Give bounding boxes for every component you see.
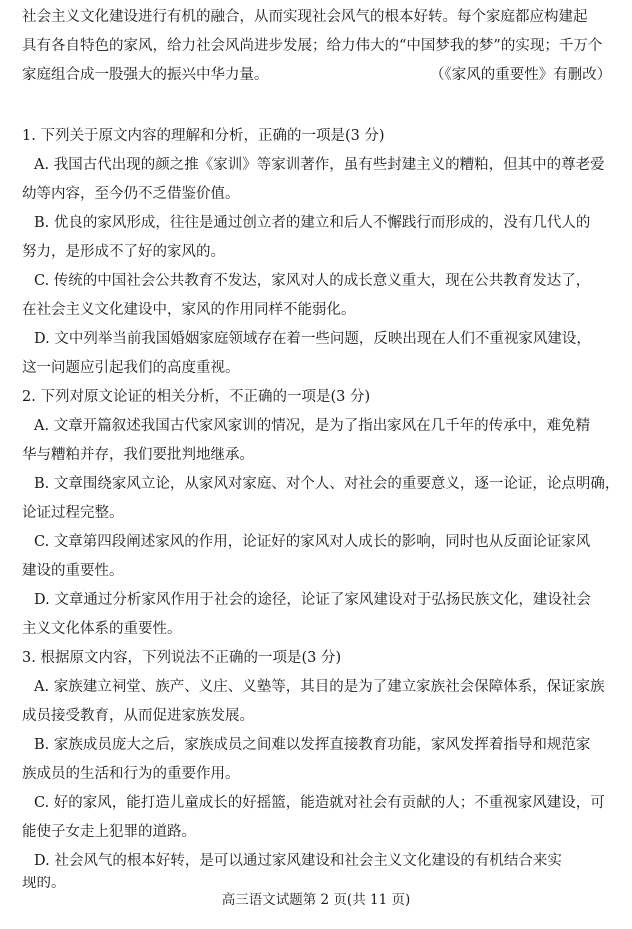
- emphasis-char: 不: [228, 389, 244, 405]
- question-2-stem: [0, 383, 632, 411]
- passage-line-1: [0, 3, 632, 31]
- q2-option-b: B. 文章围绕家风立论，从家风对家庭、对个人、对社会的重要意义，逐一论证，论点明确，: [34, 476, 620, 492]
- q3-option-c-cont: 能使子女走上犯罪的道路。: [22, 824, 196, 840]
- emphasis-char: 确: [257, 389, 273, 405]
- passage-source: （《家风的重要性》有删改）: [430, 67, 612, 83]
- q3-option-d: D. 社会风气的根本好转，是可以通过家风建设和社会主义文化建设的有机结合来实: [34, 853, 562, 869]
- q2-option-d-cont: 主义文化体系的重要性。: [22, 621, 182, 637]
- passage-text: 具有各自特色的家风，给力社会风尚进步发展；给力伟大的“中国梦我的梦”的实现；千万个: [22, 38, 603, 54]
- q3-option-b-cont: 族成员的生活和行为的重要作用。: [22, 766, 240, 782]
- q1-option-d-cont: 这一问题应引起我们的高度重视。: [22, 360, 240, 376]
- q1-option-c: C. 传统的中国社会公共教育不发达，家风对人的成长意义重大，现在公共教育发达了，: [34, 273, 591, 289]
- q1-option-a: A. 我国古代出现的颜之推《家训》等家训著作，虽有些封建主义的糟粕，但其中的尊老爱: [34, 157, 605, 173]
- q2-option-a-cont: 华与糟粕并存，我们要批判地继承。: [22, 447, 254, 463]
- passage-line-2: [0, 32, 632, 60]
- stem-text: 2. 下列对原文论证的相关分析，: [22, 389, 229, 405]
- q1-option-b-cont: 努力，是形成不了好的家风的。: [22, 244, 225, 260]
- q1-option-b: B. 优良的家风形成，往往是通过创立者的建立和后人不懈践行而形成的，没有几代人的: [34, 215, 591, 231]
- q1-option-c-cont: 在社会主义文化建设中，家风的作用同样不能弱化。: [22, 302, 356, 318]
- q2-option-d: D. 文章通过分析家风作用于社会的途径，论证了家风建设对于弘扬民族文化，建设社会: [34, 592, 591, 608]
- q3-option-a-cont: 成员接受教育，从而促进家族发展。: [22, 708, 254, 724]
- q3-option-d-cont: 现的。: [22, 876, 66, 890]
- stem-text: 的一项是(3 分): [272, 389, 371, 405]
- passage-text: 社会主义文化建设进行有机的融合，从而实现社会风气的根本好转。每个家庭都应构建起: [22, 9, 588, 25]
- q1-option-d: D. 文中列举当前我国婚姻家庭领域存在着一些问题，反映出现在人们不重视家风建设，: [34, 331, 591, 347]
- stem-text: 3. 根据原文内容，下列说法: [22, 650, 200, 666]
- question-1-stem: 1. 下列关于原文内容的理解和分析，正确的一项是(3 分): [22, 128, 385, 144]
- passage-text: 家庭组合成一股强大的振兴中华力量。: [22, 67, 269, 83]
- emphasis-char: 正: [214, 650, 229, 666]
- question-3-stem: [0, 644, 632, 672]
- page-footer: 高三语文试题第 2 页(共 11 页): [221, 892, 411, 908]
- q3-option-a: A. 家族建立祠堂、族产、义庄、义塾等，其目的是为了建立家族社会保障体系，保证家族: [34, 679, 605, 695]
- q2-option-b-cont: 论证过程完整。: [22, 505, 124, 521]
- emphasis-char: 不: [199, 650, 215, 666]
- stem-text: 的一项是(3 分): [243, 650, 342, 666]
- emphasis-char: 正: [243, 389, 258, 405]
- q2-option-a: A. 文章开篇叙述我国古代家风家训的情况，是为了指出家风在几千年的传承中，难免精: [34, 418, 591, 434]
- q2-option-c-cont: 建设的重要性。: [22, 563, 124, 579]
- q2-option-c: C. 文章第四段阐述家风的作用，论证好的家风对人成长的影响，同时也从反面论证家风: [34, 534, 591, 550]
- q3-option-b: B. 家族成员庞大之后，家族成员之间难以发挥直接教育功能，家风发挥着指导和规范家: [34, 737, 591, 753]
- passage-line-3: [0, 61, 632, 89]
- q1-option-a-cont: 幼等内容，至今仍不乏借鉴价值。: [22, 186, 240, 202]
- q3-option-c: C. 好的家风，能打造儿童成长的好摇篮，能造就对社会有贡献的人；不重视家风建设，可: [34, 795, 605, 811]
- emphasis-char: 确: [228, 650, 244, 666]
